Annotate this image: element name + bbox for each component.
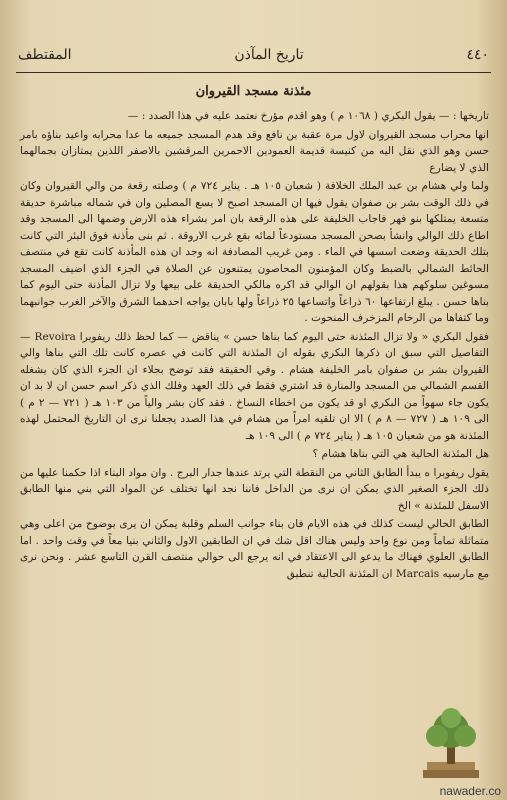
- journal-name: المقتطف: [18, 47, 72, 63]
- paragraph: يقول ريفوبرا ه يبدأ الطابق الثاني من النقطة التي يرتد عندها جدار البرج . وان مواد البناء اذا حكمنا عليها من ذلك الجزء الصغير الذي يمكن ان نرى من الداخل فاننا نجد انها تختلف عن المواد التي بني منها الطابق الاسفل للمئذنة » الخ: [20, 466, 489, 512]
- running-title: تاريخ المآذن: [234, 47, 304, 63]
- paragraph: فقول البكري « ولا تزال المئذنة حتى اليوم كما بناها حسن » يناقض — كما لحظ ذلك ريفوبرا Revoira — التفاصيل التي سبق ان ذكرها البكري بقوله ان المئذنة التي كانت في عصره كانت تلك التي بناها والي القيروان بشر بن صفوان بامر الخليفة هشام . وفي الحقيقة فقد توضح بجلاء ان الجزء الذي كان يشغله القسم الشمالي من المسجد والمنارة قد اشتري فقط في ذلك العهد وفلك الذي ذكر اسم حسن ان لا بد ان يكون جاء سهواً من البكري او قد يكون من اخطاء النساخ . فقد كان بشر والياً من ١٠٣ هـ ( ٧٢١ — ٢ م ) الى ١٠٩ هـ ( ٧٢٧ — ٨ م ) الا ان تلقيه امراً من هشام في هذا الصدد يجعلنا نرى ان التاريخ المحتمل لهذه المئذنة هو من شعبان ١٠٥ هـ ( يناير ٧٢٤ م ) الى ١٠٩ هـ: [20, 330, 489, 442]
- body-text: [20, 108, 489, 760]
- paragraph: هل المئذنة الحالية هي التي بناها هشام ؟: [312, 448, 489, 460]
- page-number: ٤٤٠: [466, 47, 489, 63]
- paragraph: ولما ولي هشام بن عبد الملك الخلافة ( شعبان ١٠٥ هـ . يناير ٧٢٤ م ) وصلته رقعة من والي القيروان وكان في ذلك الوقت بشر بن صفوان يقول فيها ان المسجد اصبح لا يسع المصلين وان في شماله مباشرة حديقة متسعة يمتلكها بنو فهر فاجاب الخليفة على هذه الرقعة بان امر بشراء هذه الارض وضمها الى المسجد وقد اطاع ذلك الوالي وانشأ بصحن المسجد مستودعاً لمائه بقع غرب الاروقة . ثم بنى مأذنة فوق البئر التي كانت بتلك الحديقة وضعت اسسها في الماء . ومن غريب المصادفة انه وجد ان هذه المأذنة كانت تقع في منتصف الحائط الشمالي بالضبط وكان المؤمنون المحاصون يمتنعون عن الصلاة في الجزء الذي اضيف المسجد مسوغين سلوكهم هذا بقولهم ان الوالي قد اكره مالكي الحديقة على بيعها ولا تزال المأذنة حتى اليوم كما بناها حسن . يبلغ ارتفاعها ٦٠ ذراعاً واتساعها ٢٥ ذراعاً ولها بابان يواجه احدهما الشرق والآخر الغرب جوانبهما وما كتفاها من الرخام المزخرف المنحوت .: [20, 180, 490, 324]
- section-title: مئذنة مسجد القيروان: [195, 84, 312, 99]
- page-header: [18, 42, 489, 68]
- paragraph: تاريخها : — يقول البكري ( ١٠٦٨ م ) وهو اقدم مؤرخ نعتمد عليه في هذا الصدد : —: [127, 110, 489, 122]
- watermark-text: nawader.co: [439, 784, 501, 798]
- paragraph: الطابق الحالي ليست كذلك في هذه الايام فان بناء جوانب السلم وقلبة يمكن ان يرى بوضوح من اعلى وهي متماثلة تماماً ومن نوع واحد وليس هناك اقل شك في ان الطابقين الاول والثاني بنيا معاً في وقت واحد . اما الطابق العلوي فهناك ما يدعو الى الاعتقاد في انه يرجع الى حوالي منتصف القرن التاسع عشر . ونحن نرى مع مارسيه Marcais ان المئذنة الحالية تنطبق: [20, 518, 489, 580]
- nawader-logo-tree-icon: [401, 700, 501, 796]
- header-rule: [16, 72, 491, 73]
- paragraph: انها محراب مسجد القيروان لاول مرة عقبة بن نافع وقد هدم المسجد جميعه ما عدا محرابه واعيد بناؤه بامر حسن وهو الذي نقل اليه من كنيسة قديمة العمودين الاحمرين المرقشين بالاصفر اللذين يمتازان بجمالهما الذي لا يضارع: [20, 128, 489, 174]
